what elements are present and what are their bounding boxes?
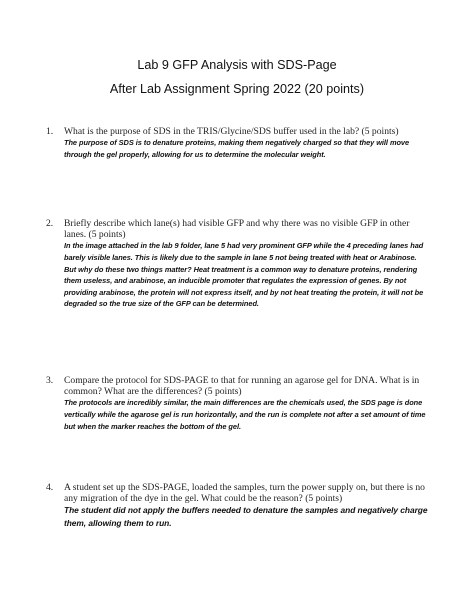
answer-text: The student did not apply the buffers needed to denature the samples and negatively charge them, allowing them to run. [64,505,428,528]
question-text: Compare the protocol for SDS-PAGE to that for running an agarose gel for DNA. What is in common? What are the differences? (5 points) [64,375,420,398]
question-2 [46,218,428,310]
question-4 [46,482,428,529]
question-number: 4. [46,482,54,493]
document-title: Lab 9 GFP Analysis with SDS-Page [137,58,337,72]
question-number: 1. [46,126,54,137]
question-number: 2. [46,218,54,229]
answer-text: In the image attached in the lab 9 folder, lane 5 had very prominent GFP while the 4 preceding lanes had barely visible lanes. This is likely due to the sample in lane 5 not being treated with heat or Arabinose. But why do these two things matter? Heat treatment is a common way to denature proteins, rendering them useless, and arabinose, an inducible promoter that regulates the expression of genes. By not providing arabinose, the protein will not express itself, and by not heat treating the protein, it will not be degraded so the true size of the GFP can be determined. [64,241,424,309]
document-subtitle: After Lab Assignment Spring 2022 (20 points) [109,82,365,96]
question-text: What is the purpose of SDS in the TRIS/Glycine/SDS buffer used in the lab? (5 points) [64,126,399,137]
answer-text: The protocols are incredibly similar, the main differences are the chemicals used, the SDS page is done vertically while the agarose gel is run horizontally, and the run is complete not after a set amount of time but when the marker reaches the bottom of the gel. [64,398,426,431]
question-1 [46,126,428,160]
question-3 [46,375,428,432]
question-text: Briefly describe which lane(s) had visible GFP and why there was no visible GFP in other lanes. (5 points) [64,218,410,241]
answer-text: The purpose of SDS is to denature proteins, making them negatively charged so that they will move through the gel properly, allowing for us to determine the molecular weight. [64,138,410,159]
question-text: A student set up the SDS-PAGE, loaded the samples, turn the power supply on, but there is no any migration of the dye in the gel. What could be the reason? (5 points) [64,482,425,505]
question-number: 3. [46,375,54,386]
